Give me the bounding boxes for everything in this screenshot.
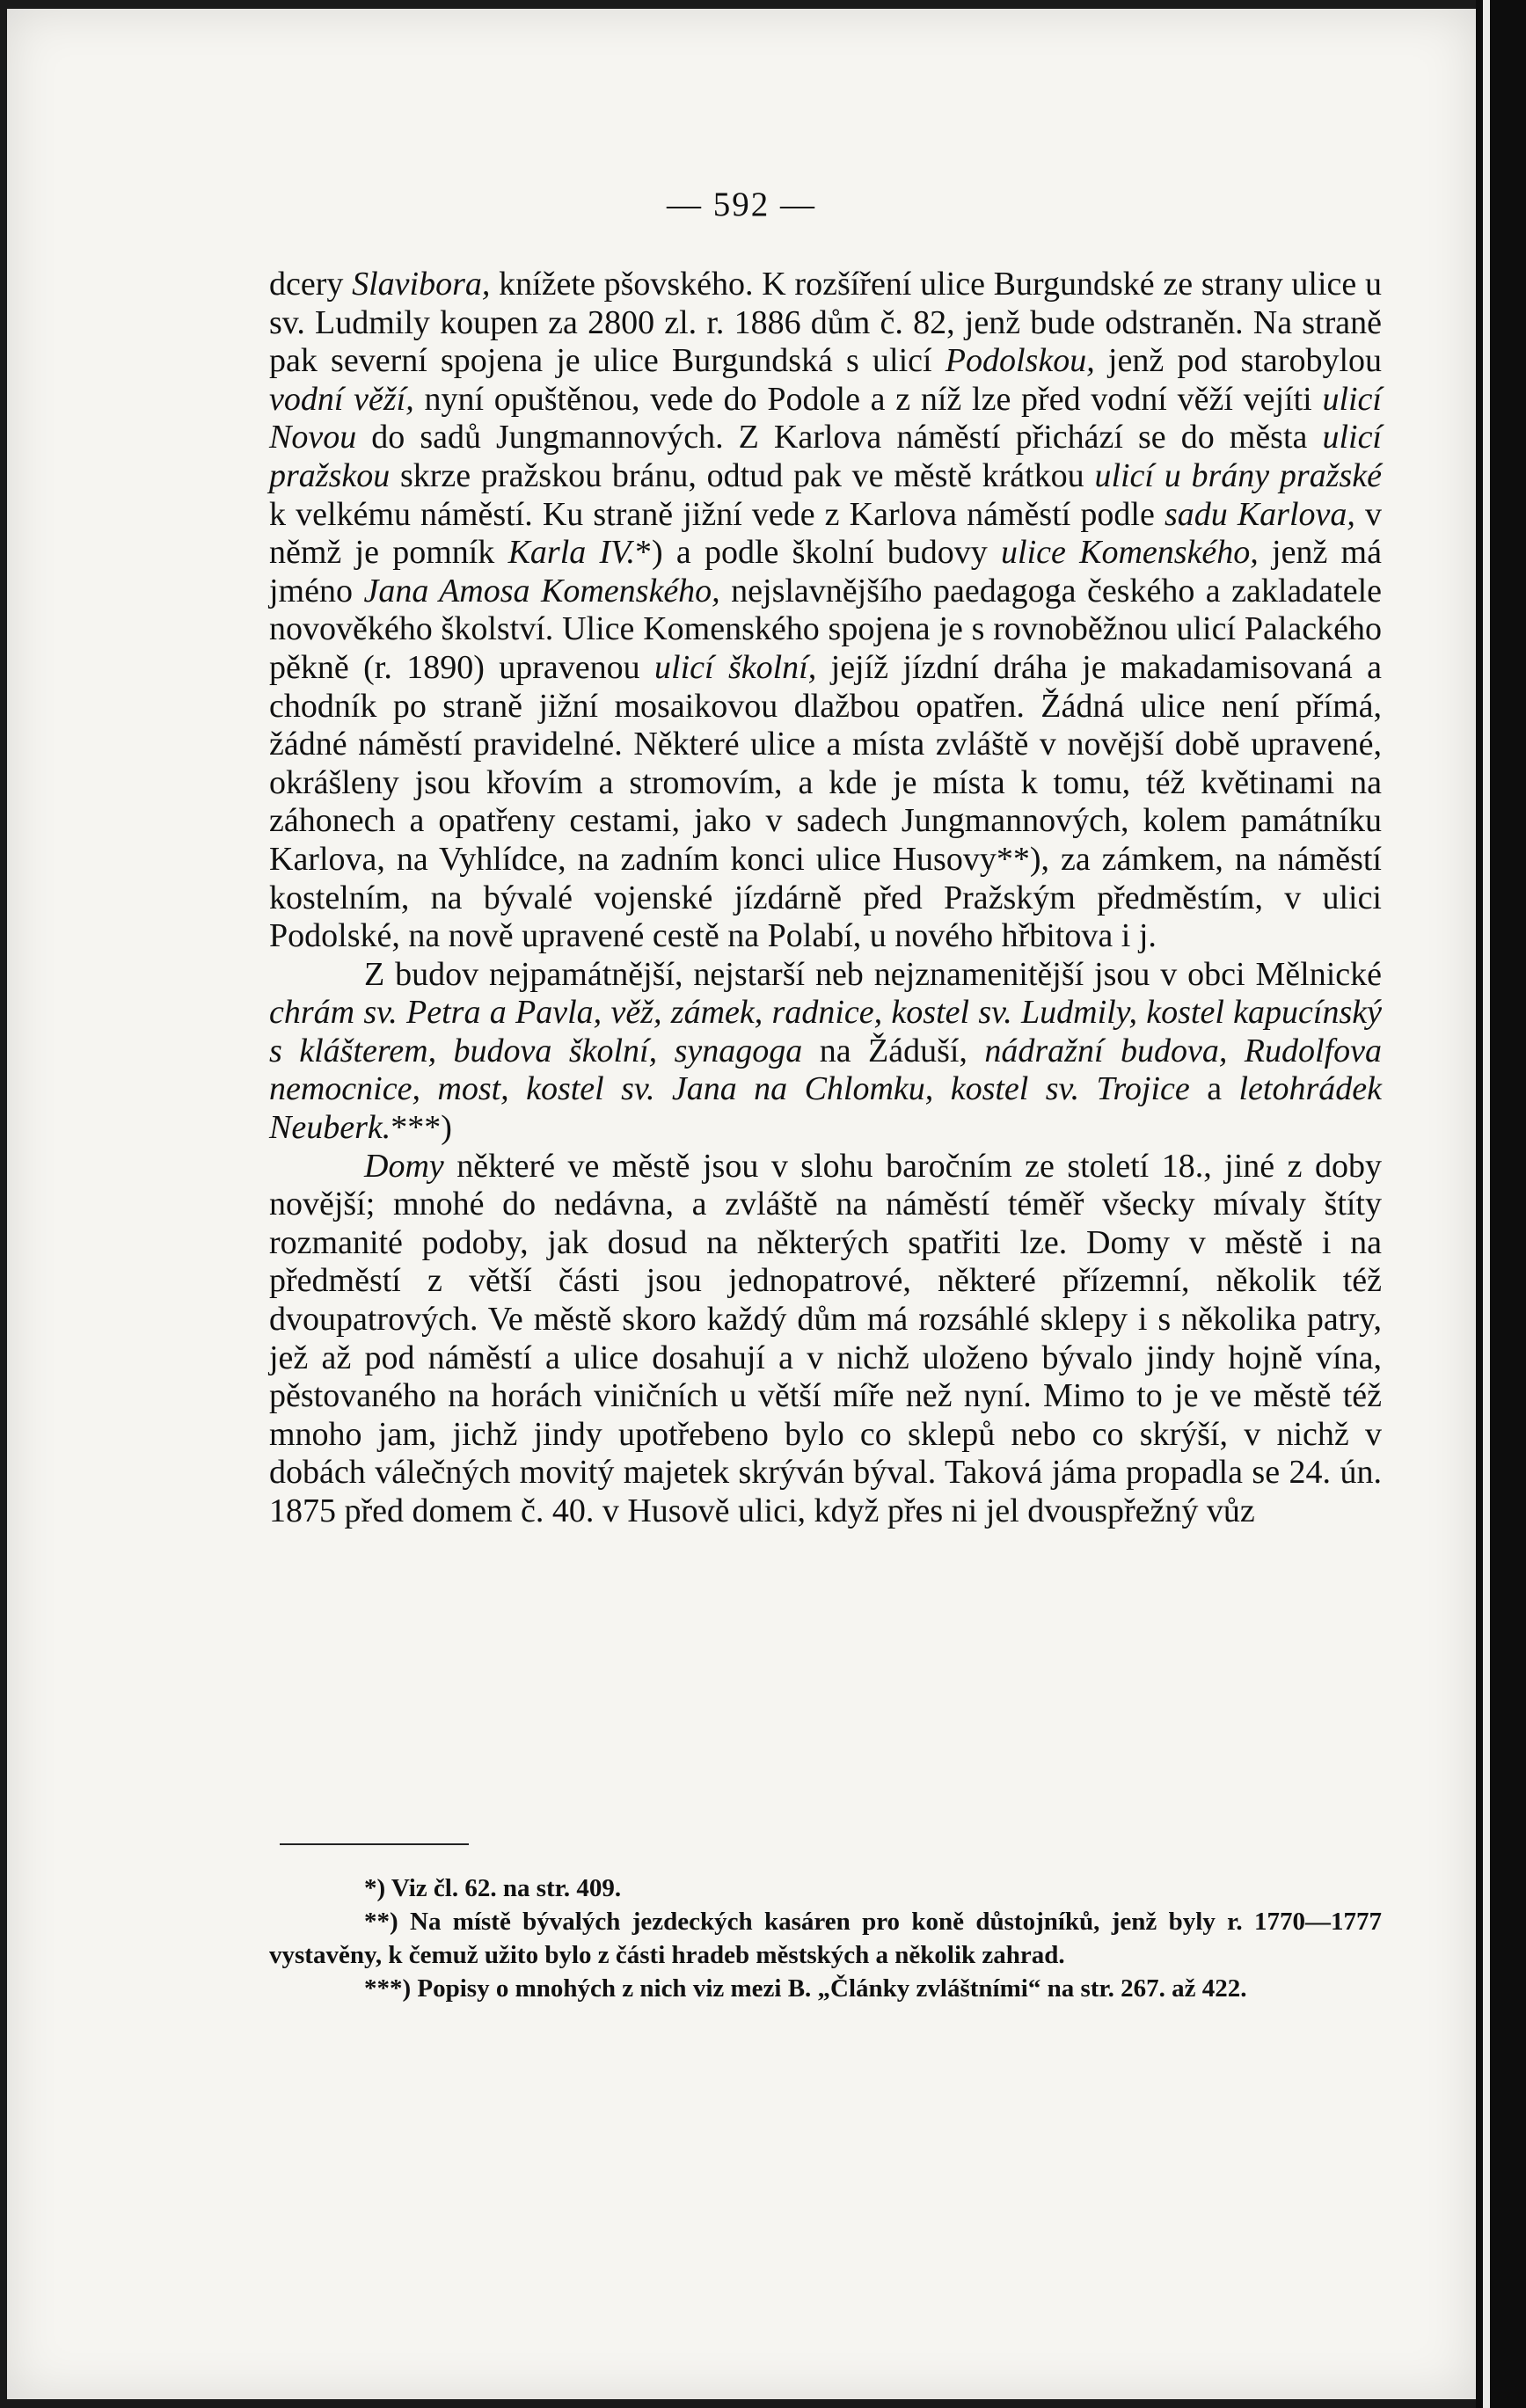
text-run: nyní opuštěnou, vede do Podole a z níž lze před vodní věží vejíti	[413, 380, 1323, 418]
footnote-2: **) Na místě bývalých jezdeckých kasáren pro koně důstojníků, jenž byly r. 1770—1777 vystavěny, k čemuž užito bylo z části hradeb městských a několik zahrad.	[269, 1908, 1382, 1969]
emphasis-run: chrám sv. Petra a Pavla, věž, zámek, radnice, kostel sv. Ludmily, kostel kapucínský s klášterem, budova školní, synagoga	[269, 994, 1382, 1069]
text-run: některé ve městě jsou v slohu baročním ze století 18., jiné z doby novější; mnohé do nedávna, a zvláště na náměstí téměř všecky mívaly štíty rozmanité podoby, jak dosud na některých spatřiti lze. Domy v městě i na předměstí z větší části jsou jednopatrové, některé přízemní, několik též dvoupatrových. Ve městě skoro každý dům má rozsáhlé sklepy i s několika patry, jež až pod náměstí a ulice dosahují a v nichž uloženo bývalo jindy hojně vína, pěstovaného na horách viničních u větší míře než nyní. Mimo to je ve městě též mnoho jam, jichž jindy upotřebeno bylo co sklepů nebo co skrýší, v nichž v dobách válečných movitý majetek skrýván býval. Taková jáma propadla se 24. ún. 1875 před domem č. 40. v Husově ulici, když přes ni jel dvouspřežný vůz	[269, 1147, 1382, 1529]
main-text	[269, 266, 1382, 1531]
emphasis-run: ulicí školní,	[654, 648, 817, 686]
text-run: Z budov nejpamátnější, nejstarší neb nejznamenitější jsou v obci Mělnické	[364, 955, 1382, 993]
paragraph-1	[269, 266, 1382, 956]
emphasis-run: letohrádek Neuberk.	[269, 1070, 1382, 1147]
text-run: k velkému náměstí. Ku straně jižní vede z Karlova náměstí podle	[269, 495, 1165, 533]
footnotes	[269, 1872, 1382, 2005]
text-run: jenž pod starobylou	[1094, 342, 1383, 380]
page-number: — 592 —	[667, 186, 816, 223]
emphasis-run: Slavibora,	[352, 266, 491, 303]
emphasis-run: Domy	[364, 1147, 444, 1185]
footnote-1: *) Viz čl. 62. na str. 409.	[364, 1874, 622, 1902]
text-run: knížete pšovského. K rozšíření ulice Burgundské ze strany ulice u sv. Ludmily koupen za 2800 zl. r. 1886 dům č. 82, jenž bude odstraněn. Na straně pak severní spojena je ulice Burgundská s ulicí	[269, 266, 1382, 380]
emphasis-run: Podolskou,	[945, 342, 1095, 380]
emphasis-run: ulice Komenského,	[1001, 534, 1259, 572]
text-run: nejslavnějšího paedagoga českého a zakladatele novověkého školství. Ulice Komenského spojena je s rovnoběžnou ulicí Palackého pěkně (r. 1890) upravenou	[269, 572, 1383, 686]
emphasis-run: ulicí pražskou	[269, 419, 1382, 494]
paragraph-3	[269, 1148, 1382, 1531]
text-run: skrze pražskou bránu, odtud pak ve městě krátkou	[390, 456, 1095, 494]
emphasis-run: ulicí Novou	[269, 380, 1382, 456]
text-run: jenž má jméno	[269, 534, 1382, 609]
text-run: *) a podle školní budovy	[634, 534, 1002, 572]
text-run: v němž je pomník	[269, 495, 1383, 572]
emphasis-run: Jana Amosa Komenského,	[363, 572, 720, 609]
text-run: dcery	[269, 266, 353, 303]
emphasis-run: nádražní budova, Rudolfova nemocnice, most, kostel sv. Jana na Chlomku, kostel sv. Trojice	[269, 1032, 1382, 1108]
text-run: jejíž jízdní dráha je makadamisovaná a chodník po straně jižní mosaikovou dlažbou opatřen. Žádná ulice není přímá, žádné náměstí pravidelné. Některé ulice a místa zvláště v novější době upravené, okrášleny jsou křovím a stromovím, a kde je místa k tomu, též květinami na záhonech a opatřeny cestami, jako v sadech Jungmannových, kolem památníku Karlova, na Vyhlídce, na zadním konci ulice Husovy**), za zámkem, na náměstí kostelním, na bývalé vojenské jízdárně před Pražským předměstím, v ulici Podolské, na nově upravené cestě na Polabí, u nového hřbitova i j.	[269, 648, 1382, 955]
emphasis-run: sadu Karlova,	[1164, 495, 1355, 533]
text-run: do sadů Jungmannových. Z Karlova náměstí přichází se do města	[356, 419, 1323, 456]
scan-edge-strip	[1483, 0, 1490, 2408]
text-run: na Žáduší,	[802, 1032, 985, 1069]
emphasis-run: ulicí u brány pražské	[1094, 456, 1383, 494]
footnote-divider	[280, 1843, 469, 1845]
scan-edge	[1476, 0, 1526, 2408]
emphasis-run: Karla IV.	[507, 534, 635, 572]
text-run: a	[1189, 1070, 1239, 1108]
footnote-3: ***) Popisy o mnohých z nich viz mezi B. „Články zvláštními“ na str. 267. až 422.	[364, 1974, 1247, 2003]
paragraph-2	[269, 956, 1382, 1148]
text-run: ***)	[391, 1109, 452, 1147]
book-page	[7, 9, 1476, 2399]
emphasis-run: vodní věží,	[269, 380, 414, 418]
